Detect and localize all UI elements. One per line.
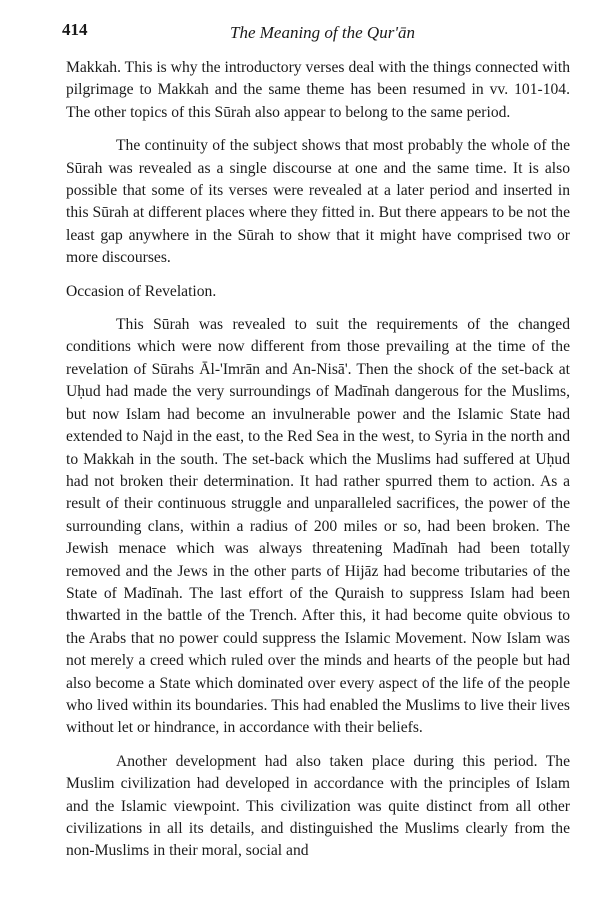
- paragraph-continuity: The continuity of the subject shows that most probably the whole of the Sūrah was revealed as a single discourse at one and the same time. It is also possible that some of its verses were revealed at a later period and inserted in this Sūrah at different places where they fitted in. But there appears to be not the least gap anywhere in the Sūrah to show that it might have comprised two or more discourses.: [66, 137, 570, 267]
- page-number: 414: [62, 20, 88, 39]
- paragraph-development: Another development had also taken place during this period. The Muslim civilization had developed in accordance with the principles of Islam and the Islamic viewpoint. This civilization was quite distinct from all other civilizations in all its details, and distinguished the Muslims clearly from the non-Muslims in their moral, social and: [66, 752, 570, 860]
- paragraph-continued: Makkah. This is why the introductory verses deal with the things connected with pilgrimage to Makkah and the same theme has been resumed in vv. 101-104. The other topics of this Sūrah also appear to belong to the same period.: [66, 59, 570, 121]
- body-text: [66, 57, 570, 874]
- paragraph-occasion: This Sūrah was revealed to suit the requirements of the changed conditions which were now different from those prevailing at the time of the revelation of Sūrahs Āl-'Imrān and An-Nisā'. Then the shock of the set-back at Uḥud had made the very surroundings of Madīnah dangerous for the Muslims, but now Islam had become an invulnerable power and the Islamic State had extended to Najd in the east, to the Red Sea in the west, to Syria in the north and to Makkah in the south. The set-back which the Muslims had suffered at Uḥud had not broken their determination. It had rather spurred them to action. As a result of their continuous struggle and unparalleled sacrifices, the power of the surrounding clans, within a radius of 200 miles or so, had been broken. The Jewish menace which was always threatening Madīnah had been totally removed and the Jews in the other parts of Hijāz had become tributaries of the State of Madīnah. The last effort of the Quraish to suppress Islam had been thwarted in the battle of the Trench. After this, it had become quite obvious to the Arabs that no power could suppress the Islamic Movement. Now Islam was not merely a creed which ruled over the minds and hearts of the people but had also become a State which dominated over every aspect of the life of the people who lived within its boundaries. This had enabled the Muslims to live their lives without let or hindrance, in accordance with their beliefs.: [66, 316, 570, 737]
- running-title: The Meaning of the Qur'ān: [230, 23, 415, 42]
- page-header: [62, 20, 572, 50]
- section-heading: Occasion of Revelation.: [66, 282, 217, 300]
